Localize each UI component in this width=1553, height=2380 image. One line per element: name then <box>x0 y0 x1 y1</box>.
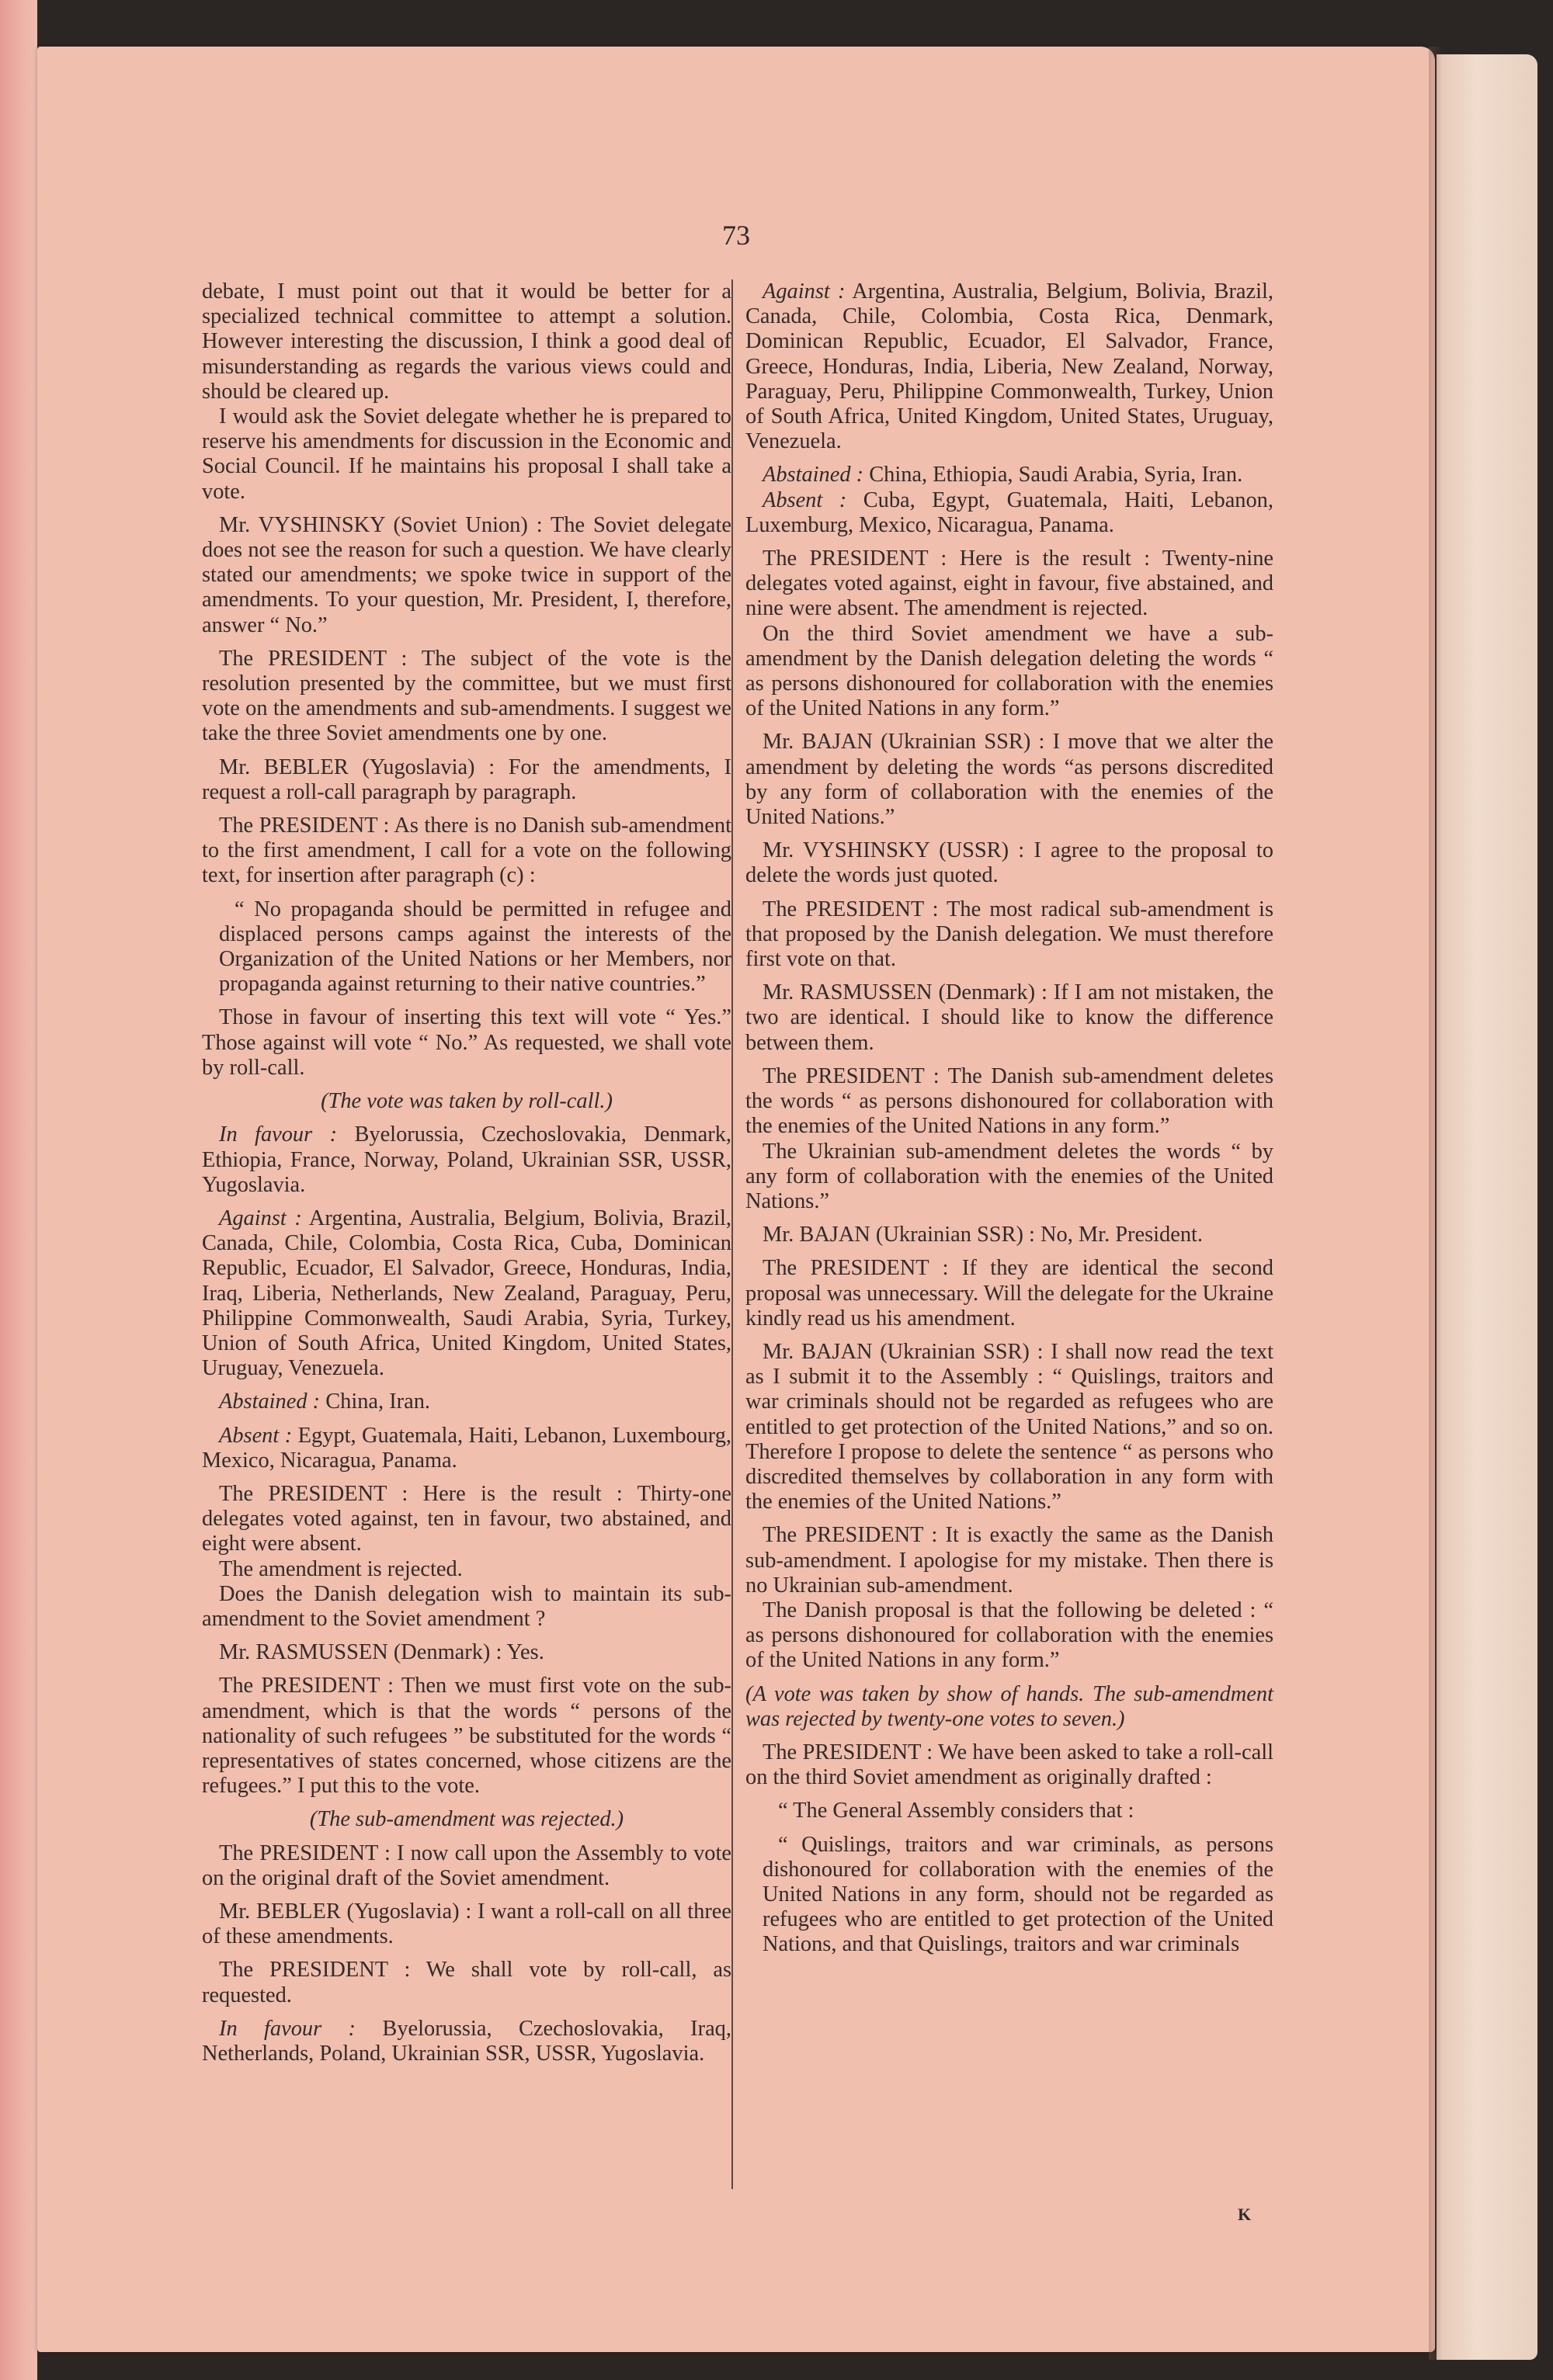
vote-against: Against : Argentina, Australia, Belgium, Bolivia, Brazil, Canada, Chile, Colombia, Costa Rica, Denmark, Dominican Republic, Ecuador, El Salvador, France, Greece, Honduras, India, Liberia, New Zealand, Norway, Paraguay, Peru, Philippine Commonwealth, Turkey, Union of South Africa, United Kingdom, United States, Uruguay, Venezuela. <box>745 279 1273 454</box>
vote-label: In favour : <box>219 2016 356 2041</box>
quoted-text: “ No propaganda should be permitted in refugee and displaced persons camps against the interests of the Organization of the United Nations or her Members, nor propaganda against returning to their native countries.” <box>219 897 731 997</box>
paragraph: Mr. VYSHINSKY (Soviet Union) : The Soviet delegate does not see the reason for such a question. We have clearly stated our amendments; we spoke twice in support of the amendments. To your question, Mr. President, I, therefore, answer “ No.” <box>202 512 731 637</box>
stage-direction: (The vote was taken by roll-call.) <box>321 1089 613 1114</box>
vote-absent: Absent : Cuba, Egypt, Guatemala, Haiti, Lebanon, Luxemburg, Mexico, Nicaragua, Panama. <box>745 487 1273 537</box>
book-spine <box>0 0 37 2380</box>
paragraph: The PRESIDENT : If they are identical the second proposal was unnecessary. Will the delegate for the Ukraine kindly read us his amendment. <box>745 1256 1273 1331</box>
vote-label: Abstained : <box>763 463 864 487</box>
paragraph: The PRESIDENT : The Danish sub-amendment deletes the words “ as persons dishonoured for collaboration with the enemies of the United Nations in any form.” <box>745 1063 1273 1139</box>
paragraph: Mr. RASMUSSEN (Denmark) : Yes. <box>219 1640 544 1665</box>
paragraph: Those in favour of inserting this text will vote “ Yes.” Those against will vote “ No.” As requested, we shall vote by roll-call. <box>202 1005 731 1080</box>
document-page <box>37 47 1435 2352</box>
stage-direction: (The sub-amendment was rejected.) <box>309 1807 624 1832</box>
page-number: 73 <box>722 220 750 251</box>
vote-label: Absent : <box>763 487 847 512</box>
paragraph: Mr. BAJAN (Ukrainian SSR) : No, Mr. President. <box>763 1223 1204 1247</box>
column-divider <box>731 279 733 2189</box>
paragraph: The PRESIDENT : As there is no Danish sub-amendment to the first amendment, I call for a vote on the following text, for insertion after paragraph (c) : <box>202 814 731 888</box>
paragraph: Mr. BAJAN (Ukrainian SSR) : I shall now read the text as I submit it to the Assembly : “ Quislings, traitors and war criminals should not be regarded as refugees who are entitled to get protection of the United Nations,” and so on. Therefore I propose to delete the sentence “ as persons who discredited themselves by collaboration in any form with the enemies of the United Nations.” <box>745 1339 1273 1514</box>
vote-label: Absent : <box>219 1423 293 1448</box>
paragraph: The amendment is rejected. <box>219 1556 463 1581</box>
paragraph: The PRESIDENT : The subject of the vote is the resolution presented by the committee, but we must first vote on the amendments and sub-amendments. I suggest we take the three Soviet amendments one by one. <box>202 646 731 746</box>
paragraph: Mr. BAJAN (Ukrainian SSR) : I move that we alter the amendment by deleting the words “as persons discredited by any form of collaboration with the enemies of the United Nations.” <box>745 730 1273 830</box>
paragraph: Mr. RASMUSSEN (Denmark) : If I am not mistaken, the two are identical. I should like to know the difference between them. <box>745 980 1273 1055</box>
page-edge-shadow <box>1429 47 1443 2360</box>
paragraph: Mr. VYSHINSKY (USSR) : I agree to the proposal to delete the words just quoted. <box>745 838 1273 888</box>
vote-label: In favour : <box>219 1122 338 1147</box>
paragraph: The PRESIDENT : It is exactly the same as the Danish sub-amendment. I apologise for my mistake. Then there is no Ukrainian sub-amendment. <box>745 1523 1273 1598</box>
paragraph: The PRESIDENT : We shall vote by roll-call, as requested. <box>202 1958 731 2007</box>
paragraph: debate, I must point out that it would be better for a specialized technical committee to attempt a solution. However interesting the discussion, I think a good deal of misunderstanding as regards the various views could and should be cleared up. <box>202 279 731 404</box>
vote-in-favour: In favour : Byelorussia, Czechoslovakia, Iraq, Netherlands, Poland, Ukrainian SSR, USSR, Yugoslavia. <box>202 2016 731 2066</box>
vote-abstained: Abstained : China, Ethiopia, Saudi Arabia, Syria, Iran. <box>763 463 1243 487</box>
paragraph: Mr. BEBLER (Yugoslavia) : For the amendments, I request a roll-call paragraph by paragraph. <box>202 755 731 804</box>
vote-in-favour: In favour : Byelorussia, Czechoslovakia, Denmark, Ethiopia, France, Norway, Poland, Ukrainian SSR, USSR, Yugoslavia. <box>202 1122 731 1197</box>
vote-label: Abstained : <box>219 1389 321 1414</box>
paragraph: The PRESIDENT : The most radical sub-amendment is that proposed by the Danish delegation. We must therefore first vote on that. <box>745 897 1273 972</box>
paragraph: Does the Danish delegation wish to maintain its sub-amendment to the Soviet amendment ? <box>202 1581 731 1631</box>
paragraph: On the third Soviet amendment we have a sub-amendment by the Danish delegation deleting the words “ as persons dishonoured for collaboration with the enemies of the United Nations in any form.” <box>745 621 1273 721</box>
signature-mark: K <box>1238 2205 1252 2224</box>
paragraph: The Ukrainian sub-amendment deletes the words “ by any form of collaboration with the enemies of the United Nations.” <box>745 1139 1273 1213</box>
stage-direction: (A vote was taken by show of hands. The sub-amendment was rejected by twenty-one votes to seven.) <box>745 1681 1273 1731</box>
vote-absent: Absent : Egypt, Guatemala, Haiti, Lebanon, Luxembourg, Mexico, Nicaragua, Panama. <box>202 1423 731 1473</box>
vote-abstained: Abstained : China, Iran. <box>219 1389 431 1414</box>
left-column <box>202 279 731 2075</box>
vote-label: Against : <box>763 279 846 304</box>
paragraph: The PRESIDENT : Then we must first vote on the sub-amendment, which is that the words “ persons of the nationality of such refugees ” be substituted for the words “ representatives of states concerned, whose citizens are the refugees.” I put this to the vote. <box>202 1674 731 1799</box>
vote-against: Against : Argentina, Australia, Belgium, Bolivia, Brazil, Canada, Chile, Colombia, Costa Rica, Cuba, Dominican Republic, Ecuador, El Salvador, Greece, Honduras, India, Iraq, Liberia, Netherlands, New Zealand, Paraguay, Peru, Philippine Commonwealth, Saudi Arabia, Syria, Turkey, Union of South Africa, United Kingdom, United States, Uruguay, Venezuela. <box>202 1206 732 1381</box>
vote-label: Against : <box>219 1206 302 1230</box>
quoted-text: “ Quislings, traitors and war criminals, as persons dishonoured for collaboration with the enemies of the United Nations in any form, should not be regarded as refugees who are entitled to get protection of the United Nations, and that Quislings, traitors and war criminals <box>763 1832 1273 1957</box>
underlying-page-edge <box>1437 54 1537 2360</box>
paragraph: The PRESIDENT : Here is the result : Twenty-nine delegates voted against, eight in favour, five abstained, and nine were absent. The amendment is rejected. <box>745 546 1273 621</box>
paragraph: The PRESIDENT : Here is the result : Thirty-one delegates voted against, ten in favour, two abstained, and eight were absent. <box>202 1481 731 1556</box>
paragraph: The PRESIDENT : We have been asked to take a roll-call on the third Soviet amendment as originally drafted : <box>745 1740 1273 1790</box>
paragraph: Mr. BEBLER (Yugoslavia) : I want a roll-call on all three of these amendments. <box>202 1899 731 1949</box>
right-column <box>745 279 1273 1958</box>
paragraph: The Danish proposal is that the following be deleted : “ as persons dishonoured for collaboration with the enemies of the United Nations in any form.” <box>745 1598 1273 1673</box>
quoted-text: “ The General Assembly considers that : <box>778 1799 1134 1823</box>
paragraph: I would ask the Soviet delegate whether he is prepared to reserve his amendments for discussion in the Economic and Social Council. If he maintains his proposal I shall take a vote. <box>202 404 731 504</box>
paragraph: The PRESIDENT : I now call upon the Assembly to vote on the original draft of the Soviet amendment. <box>202 1841 731 1890</box>
